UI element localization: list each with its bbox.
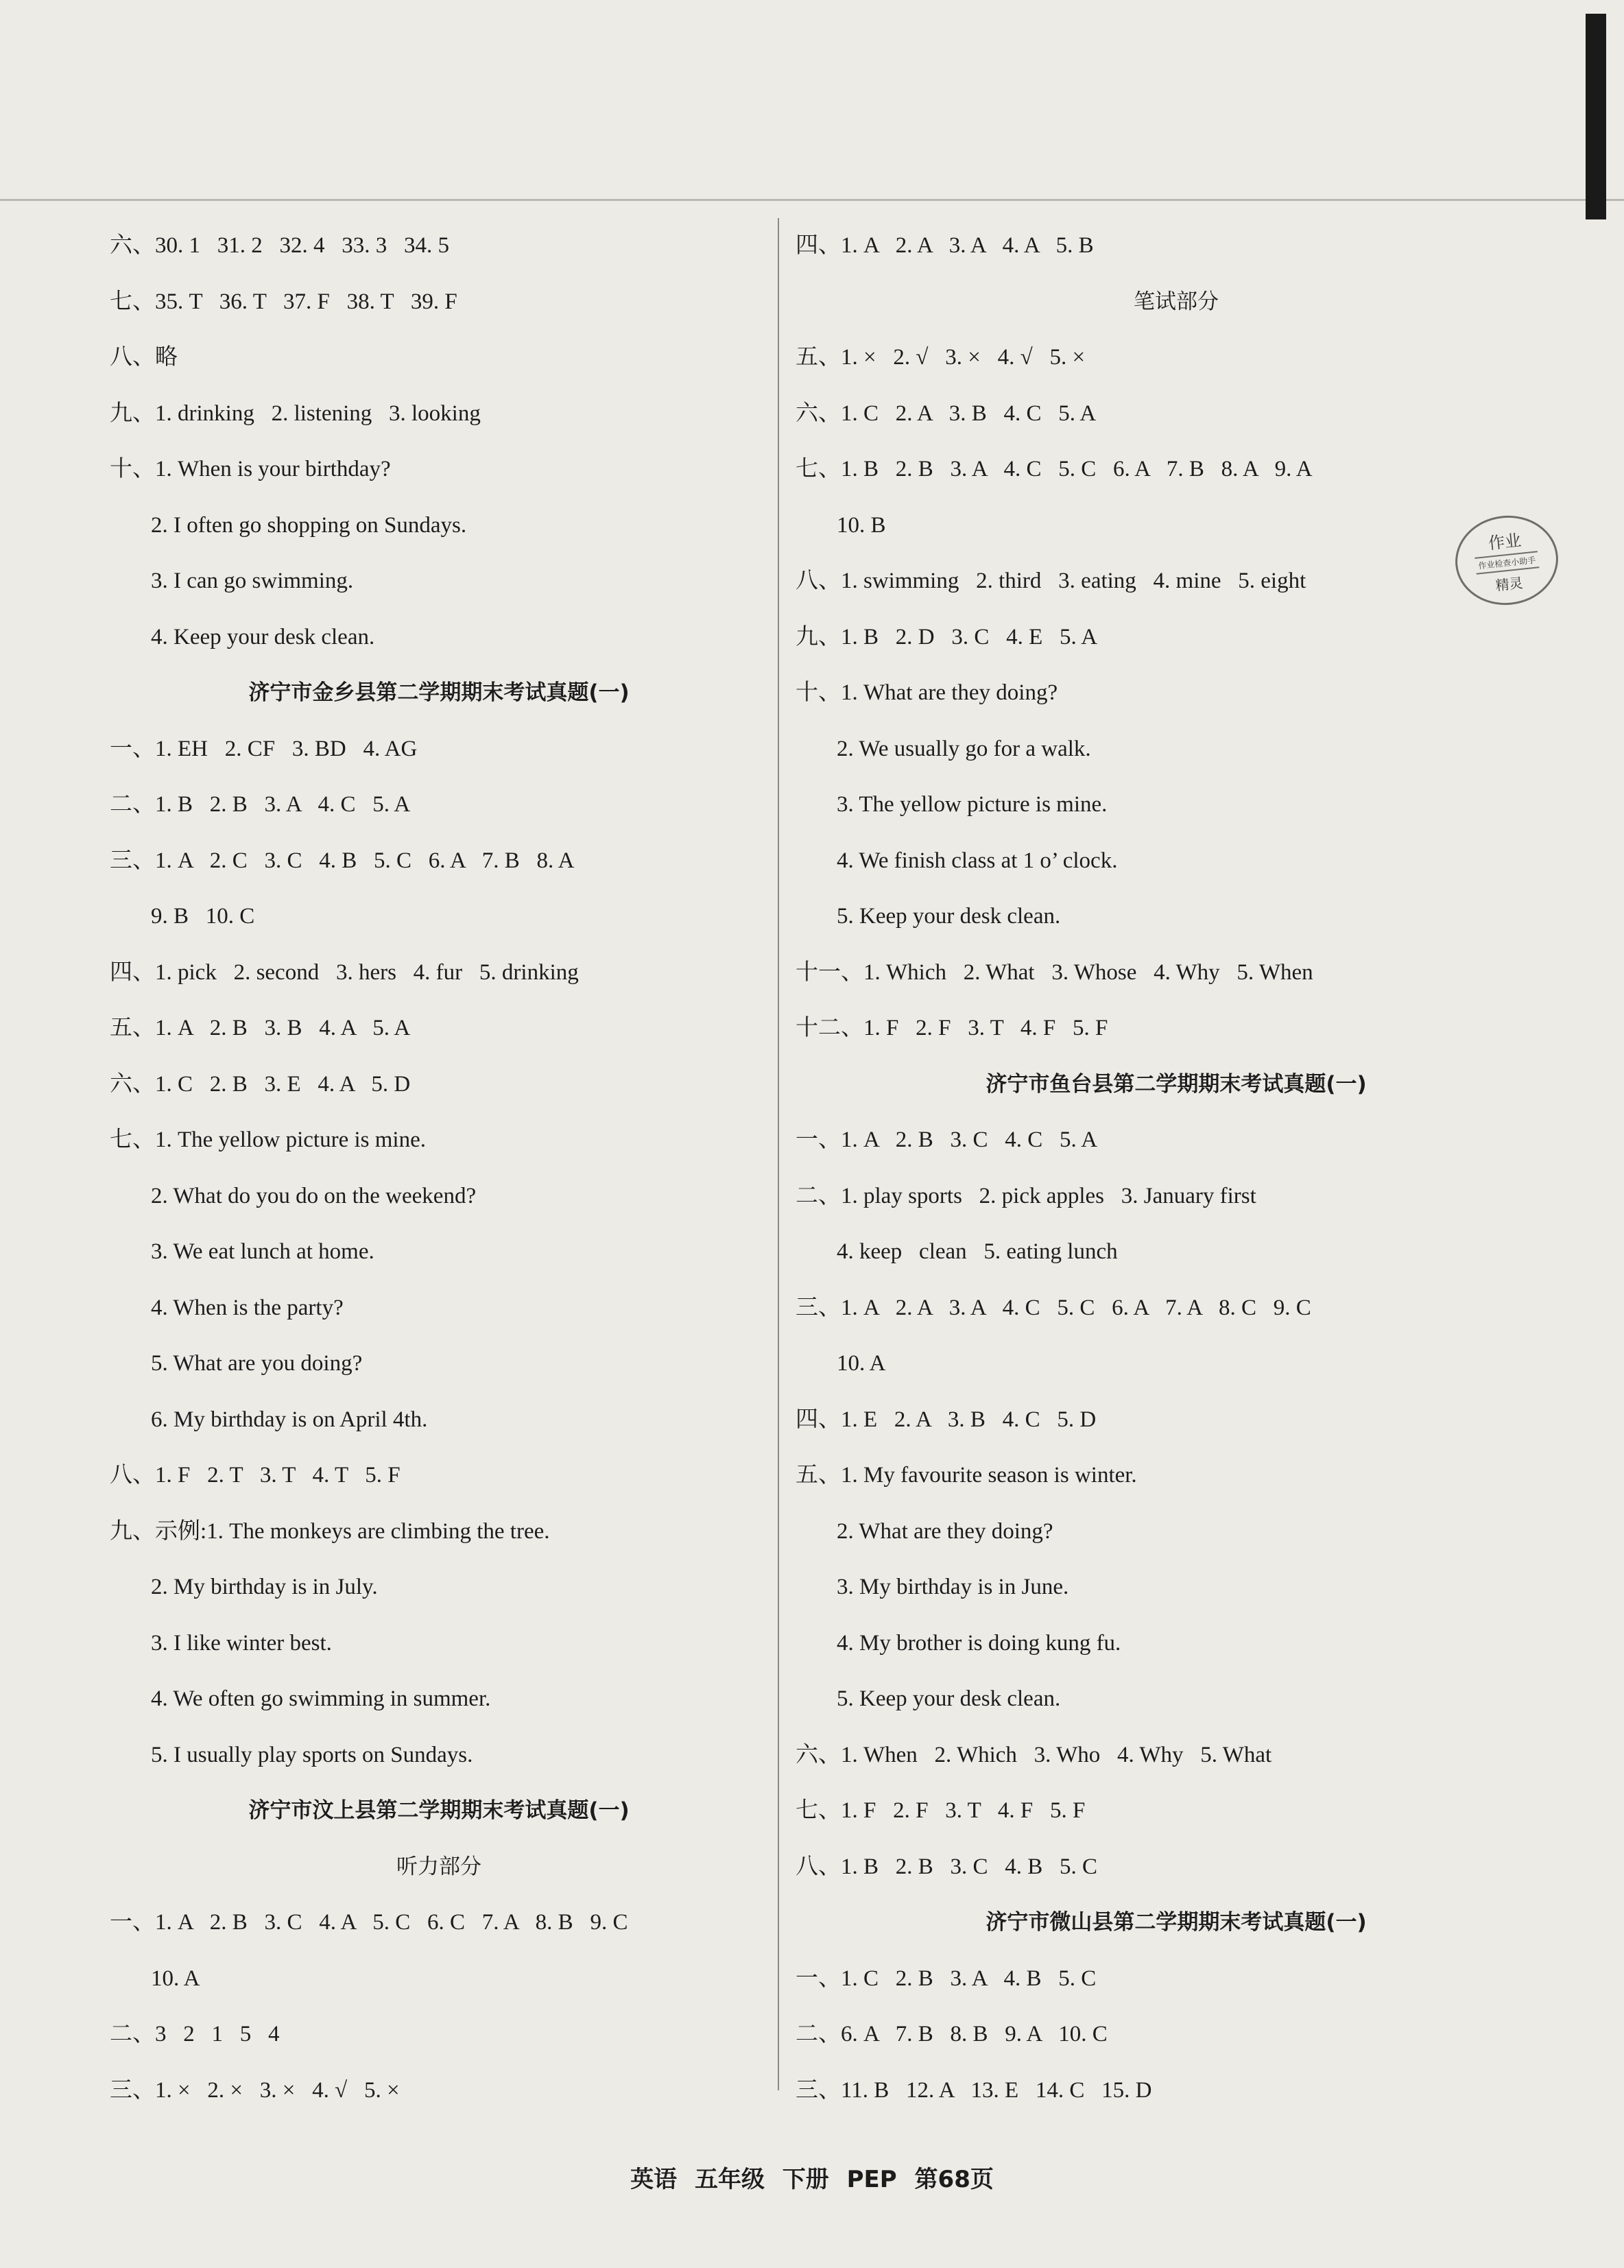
answer-line: 七、1. F 2. F 3. T 4. F 5. F	[796, 1798, 1086, 1823]
answer-line: 七、35. T 36. T 37. F 38. T 39. F	[110, 289, 457, 314]
left-column	[110, 218, 768, 2118]
stamp-bottom-text: 精灵	[1494, 574, 1524, 594]
section-heading: 济宁市汶上县第二学期期末考试真题(一)	[248, 1798, 630, 1823]
top-rule	[0, 199, 1624, 201]
answer-line: 八、1. swimming 2. third 3. eating 4. mine 5. eight	[796, 569, 1306, 593]
answer-line: 三、1. A 2. C 3. C 4. B 5. C 6. A 7. B 8. A	[110, 848, 575, 873]
answer-line: 一、1. C 2. B 3. A 4. B 5. C	[796, 1966, 1097, 1991]
answer-line: 八、1. B 2. B 3. C 4. B 5. C	[796, 1854, 1098, 1879]
answer-line: 三、1. × 2. × 3. × 4. √ 5. ×	[110, 2077, 400, 2103]
answer-subline: 10. A	[151, 1966, 200, 1991]
answer-subline: 4. Keep your desk clean.	[151, 624, 375, 649]
answer-line: 十、1. What are they doing?	[796, 680, 1058, 705]
page-footer: 英语 五年级 下册 PEP 第68页	[630, 2166, 994, 2193]
section-heading: 济宁市金乡县第二学期期末考试真题(一)	[248, 680, 630, 705]
answer-subline: 4. We finish class at 1 o’ clock.	[837, 848, 1118, 873]
answer-line: 十二、1. F 2. F 3. T 4. F 5. F	[796, 1016, 1108, 1040]
answer-subline: 2. My birthday is in July.	[151, 1575, 378, 1599]
answer-line: 二、1. play sports 2. pick apples 3. January first	[796, 1183, 1256, 1208]
answer-line: 二、6. A 7. B 8. B 9. A 10. C	[796, 2022, 1108, 2046]
answer-line: 三、11. B 12. A 13. E 14. C 15. D	[796, 2077, 1152, 2103]
answer-line: 四、1. A 2. A 3. A 4. A 5. B	[796, 233, 1094, 258]
answer-subline: 6. My birthday is on April 4th.	[151, 1407, 428, 1432]
answer-subline: 2. What are they doing?	[837, 1518, 1053, 1544]
answer-subline: 2. I often go shopping on Sundays.	[151, 512, 467, 538]
answer-subline: 5. Keep your desk clean.	[837, 904, 1061, 929]
answer-line: 八、略	[110, 345, 178, 370]
answer-line: 五、1. My favourite season is winter.	[796, 1463, 1137, 1488]
answer-subline: 2. We usually go for a walk.	[837, 736, 1091, 761]
answer-subline: 4. keep clean 5. eating lunch	[837, 1239, 1118, 1264]
answer-line: 五、1. A 2. B 3. B 4. A 5. A	[110, 1016, 411, 1040]
answer-line: 九、1. drinking 2. listening 3. looking	[110, 401, 481, 426]
answer-subline: 3. The yellow picture is mine.	[837, 792, 1108, 817]
answer-subline: 4. When is the party?	[151, 1295, 344, 1320]
section-heading: 济宁市鱼台县第二学期期末考试真题(一)	[986, 1071, 1367, 1097]
answer-subline: 5. I usually play sports on Sundays.	[151, 1742, 473, 1767]
answer-line: 一、1. A 2. B 3. C 4. C 5. A	[796, 1127, 1098, 1152]
answer-subline: 10. B	[837, 512, 886, 538]
answer-subline: 2. What do you do on the weekend?	[151, 1183, 477, 1208]
answer-line: 一、1. A 2. B 3. C 4. A 5. C 6. C 7. A 8. B 9. C	[110, 1910, 628, 1935]
column-divider	[778, 218, 779, 2090]
part-subheading: 笔试部分	[1134, 289, 1219, 314]
answer-line: 二、1. B 2. B 3. A 4. C 5. A	[110, 792, 411, 817]
answer-line: 八、1. F 2. T 3. T 4. T 5. F	[110, 1463, 401, 1488]
answer-subline: 3. I can go swimming.	[151, 569, 354, 593]
section-heading: 济宁市微山县第二学期期末考试真题(一)	[986, 1910, 1367, 1935]
right-column	[796, 218, 1557, 2118]
answer-line: 九、1. B 2. D 3. C 4. E 5. A	[796, 624, 1098, 649]
answer-line: 五、1. × 2. √ 3. × 4. √ 5. ×	[796, 345, 1086, 370]
binding-edge	[1586, 14, 1606, 219]
answer-line: 十、1. When is your birthday?	[110, 457, 391, 481]
answer-line: 七、1. The yellow picture is mine.	[110, 1127, 426, 1152]
answer-subline: 5. What are you doing?	[151, 1351, 363, 1376]
answer-subline: 5. Keep your desk clean.	[837, 1686, 1061, 1711]
answer-line: 七、1. B 2. B 3. A 4. C 5. C 6. A 7. B 8. A 9. A	[796, 457, 1313, 481]
answer-line: 一、1. EH 2. CF 3. BD 4. AG	[110, 736, 418, 761]
answer-line: 四、1. pick 2. second 3. hers 4. fur 5. drinking	[110, 959, 579, 985]
answer-line: 三、1. A 2. A 3. A 4. C 5. C 6. A 7. A 8. C 9. C	[796, 1295, 1311, 1320]
answer-line: 六、30. 1 31. 2 32. 4 33. 3 34. 5	[110, 233, 449, 258]
answer-line: 二、3 2 1 5 4	[110, 2022, 280, 2046]
answer-subline: 4. My brother is doing kung fu.	[837, 1630, 1121, 1656]
part-subheading: 听力部分	[396, 1854, 481, 1879]
stamp-top-text: 作业	[1487, 530, 1522, 553]
answer-line: 六、1. When 2. Which 3. Who 4. Why 5. What	[796, 1742, 1272, 1767]
answer-subline: 4. We often go swimming in summer.	[151, 1686, 491, 1711]
answer-line: 六、1. C 2. A 3. B 4. C 5. A	[796, 401, 1097, 426]
answer-subline: 9. B 10. C	[151, 904, 255, 929]
stamp-middle-text: 作业检查小助手	[1474, 551, 1539, 574]
answer-line: 四、1. E 2. A 3. B 4. C 5. D	[796, 1407, 1097, 1432]
answer-subline: 3. I like winter best.	[151, 1630, 332, 1656]
answer-subline: 3. My birthday is in June.	[837, 1575, 1069, 1599]
answer-subline: 10. A	[837, 1351, 886, 1376]
answer-line: 九、示例:1. The monkeys are climbing the tree.	[110, 1518, 550, 1544]
answer-line: 十一、1. Which 2. What 3. Whose 4. Why 5. When	[796, 959, 1313, 985]
answer-line: 六、1. C 2. B 3. E 4. A 5. D	[110, 1071, 411, 1097]
answer-subline: 3. We eat lunch at home.	[151, 1239, 374, 1264]
